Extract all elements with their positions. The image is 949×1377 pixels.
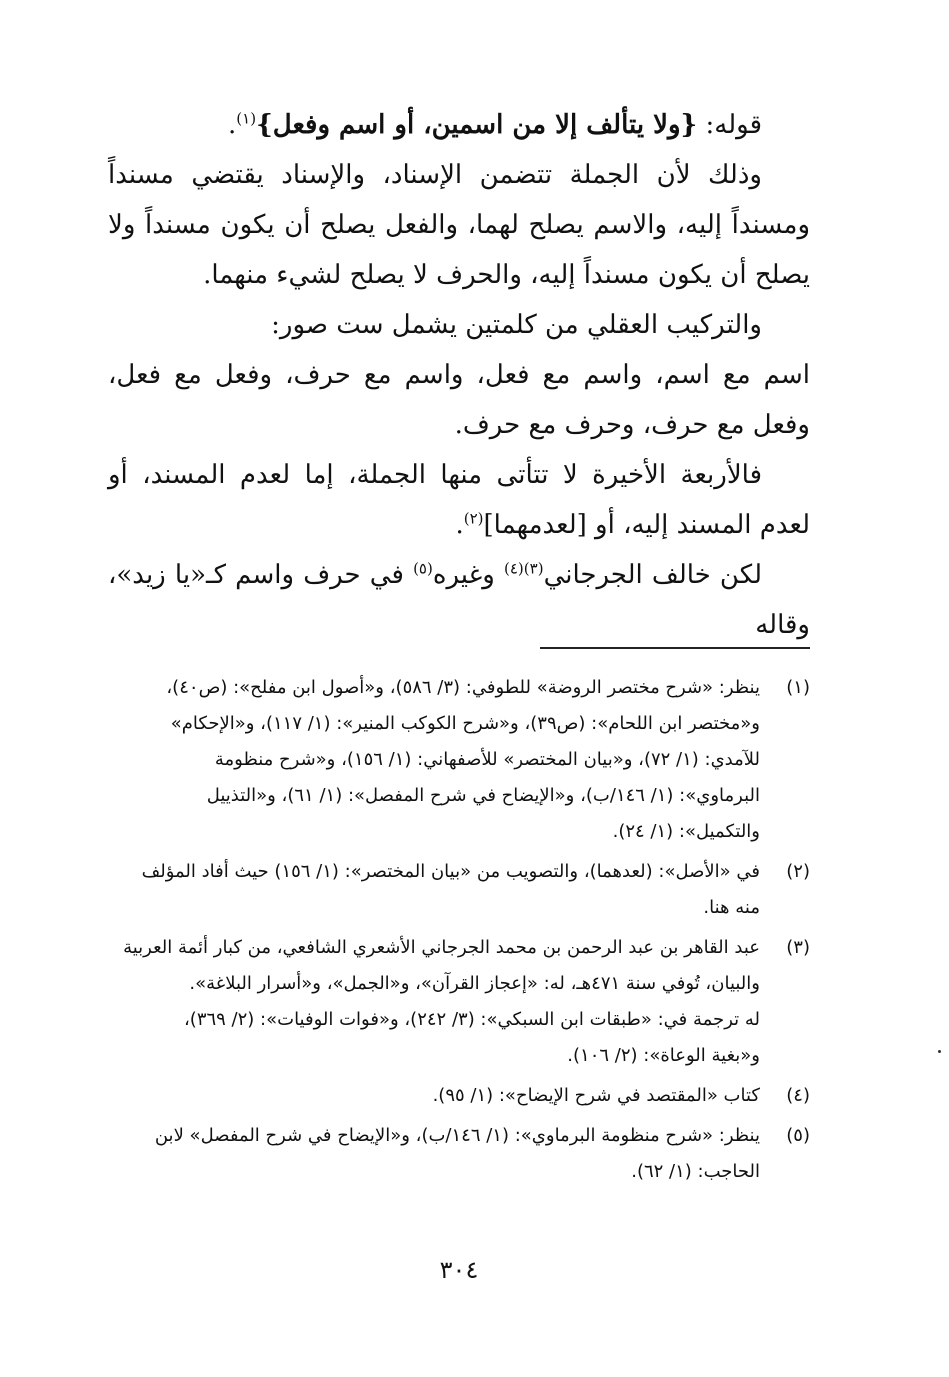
quoted-text: {ولا يتألف إلا من اسمين، أو اسم وفعل}: [256, 110, 698, 140]
scan-speck: [938, 1050, 941, 1053]
footnote-5: [108, 1118, 810, 1190]
footnote-line: للآمدي: (١/ ٧٢)، و«بيان المختصر» للأصفهاني: (١/ ١٥٦)، و«شرح منظومة: [214, 749, 760, 770]
paragraph-6-text-a: لكن خالف الجرجاني: [543, 560, 763, 590]
footnote-body: [108, 1118, 760, 1190]
footnote-number: (٢): [786, 861, 810, 882]
footnote-line: والتكميل»: (١/ ٢٤).: [612, 821, 760, 842]
footnote-ref-3-4[interactable]: (٣)(٤): [504, 559, 544, 578]
footnote-body: [108, 930, 760, 1074]
paragraph-6: [108, 550, 810, 650]
paragraph-1-end: .: [228, 110, 237, 140]
footnote-ref-5[interactable]: (٥): [413, 559, 433, 578]
footnote-line: له ترجمة في: «طبقات ابن السبكي»: (٣/ ٢٤٢)، و«فوات الوفيات»: (٢/ ٣٦٩)،: [183, 1009, 760, 1030]
footnote-line: و«مختصر ابن اللحام»: (ص٣٩)، و«شرح الكوكب المنير»: (١/ ١١٧)، و«الإحكام»: [170, 713, 760, 734]
footnote-body: [108, 1078, 760, 1114]
footnote-line: في «الأصل»: (لعدهما)، والتصويب من «بيان المختصر»: (١/ ١٥٦) حيث أفاد المؤلف: [141, 861, 760, 882]
footnote-line: كتاب «المقتصد في شرح الإيضاح»: (١/ ٩٥).: [432, 1085, 760, 1106]
footnote-number: (٤): [786, 1085, 810, 1106]
paragraph-5-end: .: [455, 510, 464, 540]
footnote-number: (٣): [786, 937, 810, 958]
footnote-number: (١): [786, 677, 810, 698]
footnote-3: [108, 930, 810, 1074]
footnotes: [108, 670, 810, 1194]
footnote-4: [108, 1078, 810, 1114]
paragraph-2: وذلك لأن الجملة تتضمن الإسناد، والإسناد يقتضي مسنداً ومسنداً إليه، والاسم يصلح لهما، والفعل يصلح أن يكون مسنداً ولا يصلح أن يكون مسنداً إليه، والحرف لا يصلح لشيء منهما.: [108, 160, 810, 290]
main-text: [108, 100, 810, 650]
paragraph-1-lead: قوله:: [697, 110, 762, 140]
paragraph-3: والتركيب العقلي من كلمتين يشمل ست صور:: [271, 310, 762, 340]
page-number: ٣٠٤: [439, 1256, 479, 1284]
footnote-line: ينظر: «شرح مختصر الروضة» للطوفي: (٣/ ٥٨٦)، و«أصول ابن مفلح»: (ص٤٠)،: [166, 677, 760, 698]
paragraph-6-text-b: وغيره: [432, 560, 504, 590]
footnote-ref-2[interactable]: (٢): [463, 509, 484, 528]
footnote-body: [108, 670, 760, 850]
footnote-line: عبد القاهر بن عبد الرحمن بن محمد الجرجاني الأشعري الشافعي، من كبار أئمة العربية: [123, 937, 760, 958]
footnote-line: ينظر: «شرح منظومة البرماوي»: (١/ ١٤٦/ب)، و«الإيضاح في شرح المفصل» لابن: [154, 1125, 760, 1146]
footnote-1: [108, 670, 810, 850]
footnote-line: البرماوي»: (١/ ١٤٦/ب)، و«الإيضاح في شرح المفصل»: (١/ ٦١)، و«التذييل: [206, 785, 760, 806]
footnote-line: منه هنا.: [703, 897, 760, 918]
book-page: [108, 100, 810, 1330]
footnote-2: [108, 854, 810, 926]
footnote-number: (٥): [786, 1125, 810, 1146]
paragraph-6-text-c: في حرف واسم كـ«يا زيد»، وقاله: [108, 560, 810, 640]
footnote-line: الحاجب: (١/ ٦٢).: [631, 1161, 760, 1182]
paragraph-1: [108, 100, 810, 150]
paragraph-5: [108, 450, 810, 550]
footnote-line: والبيان، تُوفي سنة ٤٧١هـ، له: «إعجاز القرآن»، و«الجمل»، و«أسرار البلاغة».: [189, 973, 760, 994]
footnote-separator: [540, 647, 810, 649]
footnote-line: و«بغية الوعاة»: (٢/ ١٠٦).: [567, 1045, 760, 1066]
paragraph-5-text: فالأربعة الأخيرة لا تتأتى منها الجملة، إما لعدم المسند، أو لعدم المسند إليه، أو [لعدمهما]: [108, 460, 810, 540]
footnote-ref-1[interactable]: (١): [236, 109, 257, 128]
footnote-body: [108, 854, 760, 926]
paragraph-4: اسم مع اسم، واسم مع فعل، واسم مع حرف، وفعل مع فعل، وفعل مع حرف، وحرف مع حرف.: [108, 360, 810, 440]
